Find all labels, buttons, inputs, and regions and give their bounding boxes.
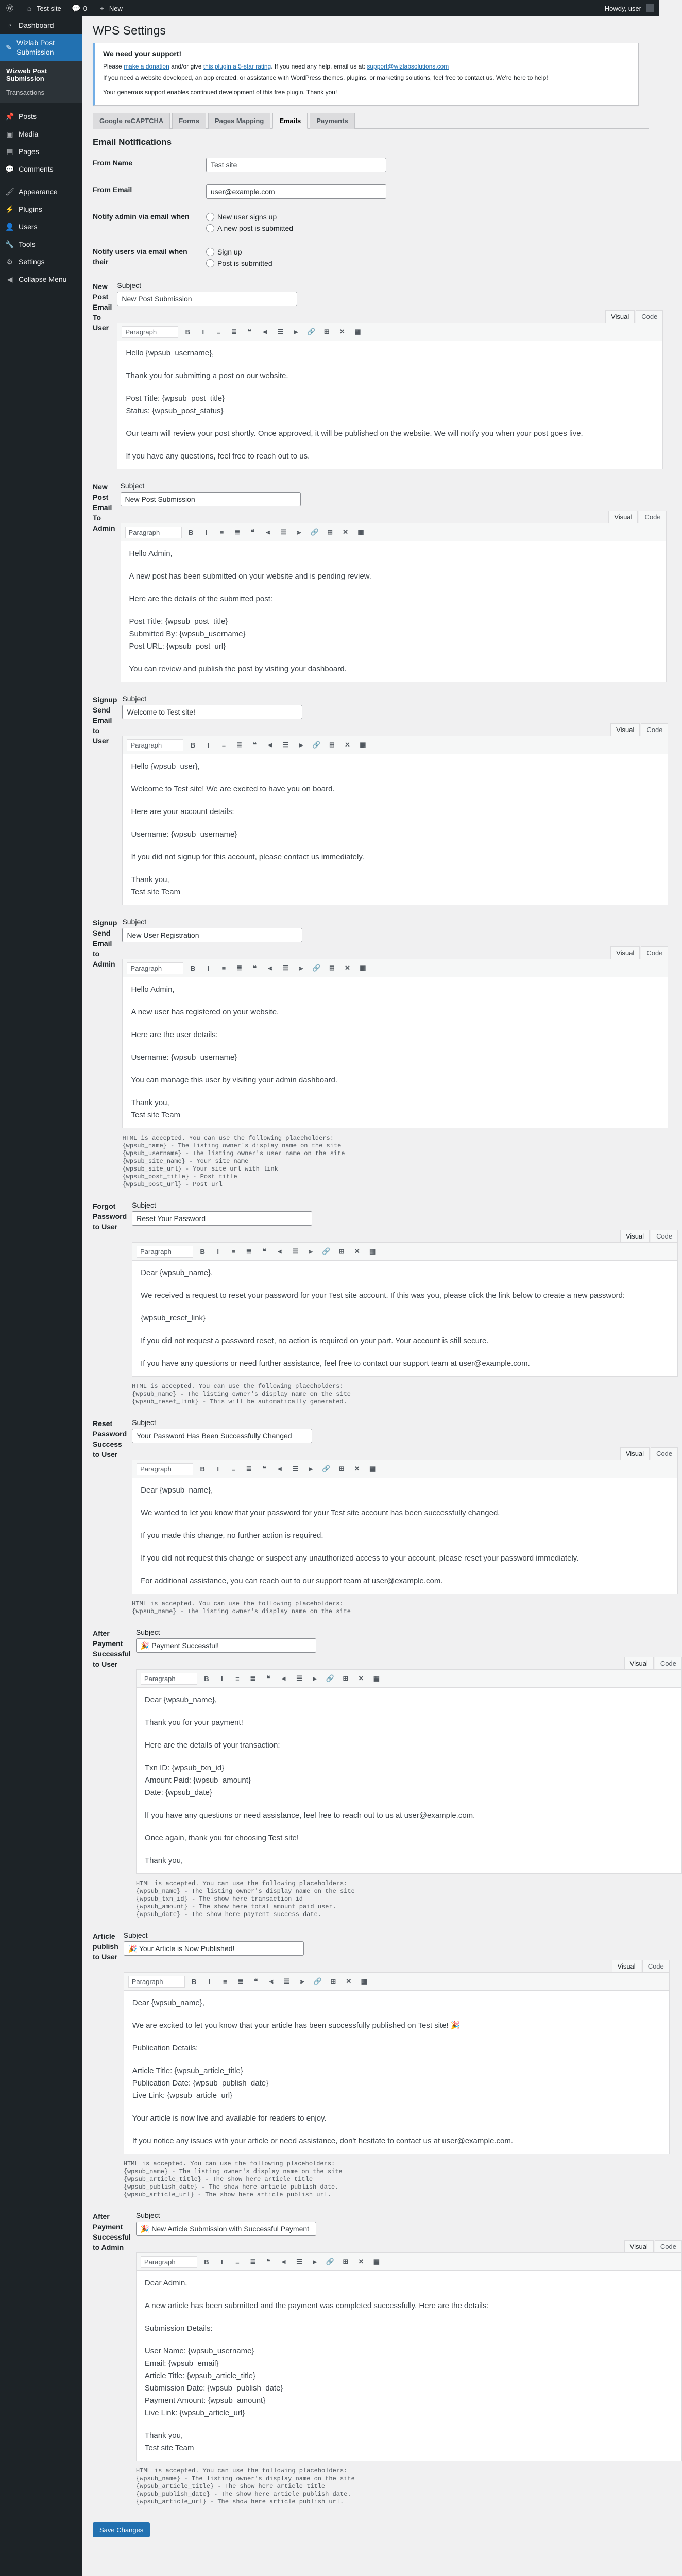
plus-icon: +	[99, 4, 105, 12]
toolbar-toggle-icon[interactable]: ▦	[360, 964, 366, 972]
link-icon[interactable]: 🔗	[322, 1465, 331, 1472]
email-label: After Payment Successful to Admin	[93, 2212, 131, 2251]
notify-users-label: Notify users via email when their	[93, 247, 187, 266]
link-icon[interactable]: 🔗	[307, 328, 316, 335]
editor-toolbar	[124, 1972, 670, 1991]
home-icon: ⌂	[27, 4, 32, 12]
settings-tabs	[93, 113, 649, 129]
editor-toolbar	[132, 1242, 678, 1261]
italic-icon[interactable]: I	[205, 528, 208, 536]
email-editor	[124, 1960, 670, 2154]
bullet-list-icon[interactable]: ≡	[221, 741, 226, 749]
email-row-7	[93, 1925, 664, 2205]
bullet-list-icon[interactable]: ≡	[223, 1977, 227, 1986]
editor-mode-tabs	[136, 1657, 682, 1669]
from-name-input[interactable]	[206, 158, 386, 172]
subject-input[interactable]	[117, 292, 297, 306]
email-editor	[132, 1447, 678, 1594]
italic-icon[interactable]: I	[221, 2258, 223, 2266]
site-name: Test site	[37, 4, 61, 12]
bold-icon[interactable]: B	[185, 328, 191, 336]
items_admin-users[interactable]: 👤 Users	[5, 222, 38, 231]
wrench-icon: 🔧	[5, 240, 14, 248]
submenu-item-settings[interactable]: Wizweb Post Submission	[6, 67, 47, 82]
tab-forms[interactable]: Forms	[172, 113, 206, 129]
placeholder-help: HTML is accepted. You can use the following placeholders: {wpsub_name} - The listing owner's display name on the site	[132, 1600, 351, 1615]
align-right-icon[interactable]: ⫸	[313, 1674, 317, 1682]
section-title: Email Notifications	[93, 137, 172, 147]
italic-icon[interactable]: I	[207, 741, 210, 749]
code-tab[interactable]: Code	[655, 2240, 682, 2252]
subject-input[interactable]	[122, 705, 302, 719]
code-tab[interactable]: Code	[639, 511, 666, 523]
email-row-3	[93, 911, 663, 1195]
editor-body[interactable]: Dear {wpsub_name}, Thank you for your payment! Here are the details of your transaction: Txn ID: {wpsub_txn_id} Amount Paid: {wpsub_amount} Date: {wpsub_date} If you have any questions or need assistance, feel free to reach out to us at user@example.com. Once again, thank you for choosing Test site! Thank you,	[136, 1688, 682, 1874]
toolbar-toggle-icon[interactable]: ▦	[373, 1674, 380, 1682]
email-label: Reset Password Success to User	[93, 1419, 127, 1459]
italic-icon[interactable]: I	[221, 1674, 223, 1683]
align-right-icon[interactable]: ⫸	[309, 1247, 313, 1255]
tab-google-recaptcha[interactable]: Google reCAPTCHA	[93, 113, 170, 129]
notice-line-2: If you need a website developed, an app created, or assistance with WordPress themes, plugins, or marketing solutions, feel free to contact us. We're here to help!	[103, 74, 548, 81]
notify-users-row: Notify users via email when their Sign up Post is submitted	[93, 240, 649, 275]
items_admin-appearance[interactable]: 🖌 Appearance	[5, 187, 58, 196]
fullscreen-icon[interactable]: ✕	[346, 1977, 352, 1985]
align-right-icon[interactable]: ⫸	[299, 964, 303, 972]
bullet-list-icon[interactable]: ≡	[221, 964, 226, 972]
subject-input[interactable]	[124, 1941, 304, 1956]
align-center-icon[interactable]: ☰	[283, 1977, 290, 1985]
site-name-link[interactable]	[20, 0, 66, 16]
editor-body[interactable]: Hello {wpsub_user}, Welcome to Test site! We are excited to have you on board. Here are your account details: Username: {wpsub_username} If you did not signup for this account, please contact us immediately. Thank you, Test site Team	[122, 754, 668, 905]
bold-icon[interactable]: B	[190, 964, 196, 972]
subject-input[interactable]	[132, 1429, 312, 1443]
subject-label: Subject	[122, 918, 147, 926]
editor-toolbar	[122, 736, 668, 754]
blockquote-icon[interactable]: ❝	[262, 1465, 266, 1472]
tab-payments[interactable]: Payments	[310, 113, 354, 129]
link-icon[interactable]: 🔗	[313, 1977, 322, 1985]
editor-toolbar	[136, 2252, 682, 2271]
bullet-list-icon[interactable]: ≡	[235, 2258, 240, 2266]
editor-mode-tabs	[117, 310, 663, 323]
admin-bar	[0, 0, 659, 16]
numbered-list-icon[interactable]: ≣	[234, 528, 240, 536]
numbered-list-icon[interactable]: ≣	[236, 964, 242, 972]
subject-input[interactable]	[122, 928, 302, 942]
blockquote-icon[interactable]: ❝	[266, 2258, 270, 2265]
toolbar-toggle-icon[interactable]: ▦	[373, 2258, 380, 2265]
link-icon[interactable]: 🔗	[322, 1247, 331, 1255]
email-editor	[117, 310, 663, 469]
visual-tab[interactable]: Visual	[610, 723, 640, 736]
email-editor	[122, 723, 668, 905]
toolbar-toggle-icon[interactable]: ▦	[354, 328, 361, 335]
blockquote-icon[interactable]: ❝	[252, 964, 257, 972]
visual-tab[interactable]: Visual	[624, 2240, 654, 2252]
sidebar-submenu	[0, 61, 82, 103]
email-label: Signup Send Email to Admin	[93, 919, 117, 968]
comment-icon: 💬	[71, 4, 81, 12]
pin-icon: 📌	[5, 112, 14, 121]
read-more-icon[interactable]: ⊞	[330, 1977, 336, 1985]
bold-icon[interactable]: B	[192, 1977, 197, 1986]
editor-mode-tabs	[136, 2240, 682, 2252]
subject-label: Subject	[135, 1628, 160, 1636]
subject-input[interactable]	[121, 492, 301, 506]
code-tab[interactable]: Code	[641, 946, 668, 959]
align-right-icon[interactable]: ⫸	[309, 1465, 313, 1472]
align-left-icon[interactable]: ⫷	[268, 964, 272, 972]
link-icon[interactable]: 🔗	[312, 741, 321, 749]
blockquote-icon[interactable]: ❝	[252, 741, 257, 749]
main-content	[93, 16, 676, 2537]
bullet-list-icon[interactable]: ≡	[231, 1465, 235, 1473]
editor-toolbar	[132, 1460, 678, 1478]
account-menu[interactable]: Howdy, user	[600, 0, 659, 16]
fullscreen-icon[interactable]: ✕	[344, 964, 350, 972]
fullscreen-icon[interactable]: ✕	[358, 2258, 364, 2265]
submenu-item-transactions[interactable]: Transactions	[6, 89, 44, 96]
numbered-list-icon[interactable]: ≣	[250, 1674, 256, 1682]
read-more-icon[interactable]: ⊞	[329, 964, 335, 972]
from-email-label: From Email	[93, 185, 132, 194]
toolbar-toggle-icon[interactable]: ▦	[357, 528, 364, 536]
read-more-icon[interactable]: ⊞	[343, 1674, 349, 1682]
items_top-dashboard[interactable]: ◔ Dashboard	[0, 16, 82, 34]
numbered-list-icon[interactable]: ≣	[250, 2258, 256, 2265]
support-email-link[interactable]: support@wizlabsolutions.com	[367, 63, 449, 70]
code-tab[interactable]: Code	[655, 1657, 682, 1669]
new-content-link[interactable]: + New	[92, 0, 128, 16]
blockquote-icon[interactable]: ❝	[262, 1247, 266, 1255]
fullscreen-icon[interactable]: ✕	[343, 528, 348, 536]
code-tab[interactable]: Code	[641, 723, 668, 736]
align-center-icon[interactable]: ☰	[296, 2258, 302, 2265]
fullscreen-icon[interactable]: ✕	[354, 1465, 360, 1472]
plugin-icon: ⚡	[5, 205, 14, 213]
fullscreen-icon[interactable]: ✕	[358, 1674, 364, 1682]
placeholder-help: HTML is accepted. You can use the following placeholders: {wpsub_name} - The listing owner's display name on the site {wpsub_article_title} - The show here article title {wpsub_publish_date} - The show here article publish date. {wpsub_article_url} - The show here article publish url.	[123, 2160, 343, 2198]
email-row-6	[93, 1622, 676, 1925]
blockquote-icon[interactable]: ❝	[266, 1674, 270, 1682]
editor-toolbar	[136, 1669, 682, 1688]
align-right-icon[interactable]: ⫸	[297, 528, 301, 536]
align-right-icon[interactable]: ⫸	[299, 741, 303, 749]
notify-admin-label: Notify admin via email when	[93, 212, 190, 221]
format-select[interactable]: Paragraph	[137, 1463, 193, 1475]
email-row-4	[93, 1195, 673, 1412]
editor-body[interactable]: Dear {wpsub_name}, We wanted to let you know that your password for your Test site account has been successfully changed. If you made this change, no further action is required. If you did not request this change or suspect any unauthorized access to your account, please reset your password immediately. For additional assistance, you can reach out to our support team at user@example.com.	[132, 1478, 678, 1594]
email-editor	[136, 2240, 682, 2461]
placeholder-help: HTML is accepted. You can use the following placeholders: {wpsub_name} - The listing owner's display name on the site {wpsub_txn_id} - The show here transaction id {wpsub_amount} - The show here total amount paid user. {wpsub_date} - The show here payment success date.	[135, 1880, 355, 1918]
read-more-icon[interactable]: ⊞	[338, 1247, 345, 1255]
email-editor	[122, 946, 668, 1128]
comments-link[interactable]: 💬 0	[71, 4, 87, 12]
email-row-1	[93, 476, 661, 688]
format-select[interactable]: Paragraph	[122, 326, 178, 338]
italic-icon[interactable]: I	[208, 1977, 211, 1986]
bold-icon[interactable]: B	[204, 2258, 209, 2266]
link-icon[interactable]: 🔗	[326, 1674, 335, 1682]
editor-mode-tabs	[121, 511, 667, 523]
read-more-icon[interactable]: ⊞	[343, 2258, 349, 2265]
editor-toolbar	[121, 523, 667, 541]
bullet-list-icon[interactable]: ≡	[235, 1674, 240, 1683]
notice-heading: We need your support!	[103, 49, 182, 58]
italic-icon[interactable]: I	[207, 964, 210, 972]
align-left-icon[interactable]: ⫷	[269, 1977, 274, 1985]
wordpress-logo-icon[interactable]: Ⓦ	[6, 4, 13, 12]
editor-toolbar	[122, 959, 668, 977]
email-label: Article publish to User	[93, 1932, 118, 1961]
toolbar-toggle-icon[interactable]: ▦	[369, 1247, 376, 1255]
items_content-posts[interactable]: 📌 Posts	[5, 112, 37, 121]
items_admin-tools[interactable]: 🔧 Tools	[5, 240, 36, 248]
notify-admin-row: Notify admin via email when New user signs up A new post is submitted	[93, 205, 649, 240]
read-more-icon[interactable]: ⊞	[327, 528, 333, 536]
align-right-icon[interactable]: ⫸	[300, 1977, 304, 1985]
editor-body[interactable]: Hello {wpsub_username}, Thank you for submitting a post on our website. Post Title: {wpsub_post_title} Status: {wpsub_post_status} Our team will review your post shortly. Once approved, it will be published on the website. We will notify you when your post goes live. If you have any questions, feel free to reach out to us.	[117, 341, 663, 469]
notify-admin-signup-checkbox[interactable]	[206, 213, 214, 221]
notice-line-1: Please make a donation and/or give this plugin a 5-star rating. If you need any help, email us at: support@wizlabsolutions.com	[103, 63, 449, 70]
email-row-2	[93, 688, 663, 911]
toolbar-toggle-icon[interactable]: ▦	[360, 741, 366, 749]
align-left-icon[interactable]: ⫷	[278, 1247, 282, 1255]
subject-input[interactable]	[132, 1211, 312, 1226]
email-editor	[136, 1657, 682, 1874]
editor-body[interactable]: Hello Admin, A new user has registered on your website. Here are the user details: Username: {wpsub_username} You can manage this user by visiting your admin dashboard. Thank you, Test site Team	[122, 977, 668, 1128]
items_content-comments[interactable]: 💬 Comments	[5, 164, 54, 173]
bold-icon[interactable]: B	[188, 528, 194, 536]
bold-icon[interactable]: B	[200, 1247, 205, 1256]
items_content-media[interactable]: ▣ Media	[0, 125, 82, 143]
bullet-list-icon[interactable]: ≡	[231, 1247, 235, 1256]
save-changes-button[interactable]: Save Changes	[93, 2522, 150, 2537]
link-icon[interactable]: 🔗	[312, 964, 321, 972]
sidebar-item-wizlab[interactable]: ✎ Wizlab Post Submission	[0, 34, 82, 61]
notice-line-3: Your generous support enables continued development of this free plugin. Thank you!	[103, 89, 337, 96]
items_content-pages[interactable]: ▤ Pages	[0, 143, 82, 160]
format-select[interactable]: Paragraph	[127, 962, 183, 974]
align-center-icon[interactable]: ☰	[282, 964, 289, 972]
email-label: New Post Email To Admin	[93, 483, 115, 532]
format-select[interactable]: Paragraph	[127, 739, 183, 751]
editor-body[interactable]: Hello Admin, A new post has been submitted on your website and is pending review. Here are the details of the submitted post: Post Title: {wpsub_post_title} Submitted By: {wpsub_username} Post URL: {wpsub_post_url} You can review and publish the post by visiting your dashboard.	[121, 541, 667, 682]
italic-icon[interactable]: I	[202, 328, 204, 336]
bold-icon[interactable]: B	[204, 1674, 209, 1683]
visual-tab[interactable]: Visual	[624, 1657, 654, 1669]
fullscreen-icon[interactable]: ✕	[339, 328, 345, 335]
avatar	[646, 4, 654, 12]
gear-icon: ⚙	[6, 257, 13, 266]
link-icon[interactable]: 🔗	[310, 528, 319, 536]
rating-link[interactable]: this plugin a 5-star rating	[203, 63, 271, 70]
align-center-icon[interactable]: ☰	[282, 741, 289, 749]
tab-emails[interactable]: Emails	[272, 113, 308, 129]
from-name-label: From Name	[93, 159, 133, 167]
email-row-8	[93, 2205, 676, 2512]
numbered-list-icon[interactable]: ≣	[237, 1977, 244, 1985]
align-right-icon[interactable]: ⫸	[294, 328, 298, 335]
format-select[interactable]: Paragraph	[141, 2256, 197, 2268]
email-label: Signup Send Email to User	[93, 696, 117, 745]
email-row-5	[93, 1412, 673, 1622]
blockquote-icon[interactable]: ❝	[247, 328, 251, 335]
page-title: WPS Settings	[93, 24, 166, 37]
notify-users-post-checkbox[interactable]	[206, 259, 214, 267]
toolbar-toggle-icon[interactable]: ▦	[361, 1977, 367, 1985]
subject-label: Subject	[135, 2211, 160, 2219]
notify-admin-post-checkbox[interactable]	[206, 224, 214, 232]
format-select[interactable]: Paragraph	[125, 527, 182, 538]
subject-label: Subject	[120, 482, 145, 490]
plugin-menu-icon: ✎	[6, 43, 12, 52]
visual-tab[interactable]: Visual	[620, 1230, 650, 1242]
fullscreen-icon[interactable]: ✕	[344, 741, 350, 749]
subject-label: Subject	[122, 694, 147, 703]
subject-label: Subject	[132, 1201, 156, 1209]
placeholder-help: HTML is accepted. You can use the following placeholders: {wpsub_name} - The listing owner's display name on the site {wpsub_username} - The listing owner's user name on the site {wpsub_site_name} - Your site name {wpsub_site_url} - Your site url with link {wpsub_post_title} - Post title {wpsub_post_url} - Post url	[122, 1134, 345, 1188]
numbered-list-icon[interactable]: ≣	[236, 741, 242, 749]
items_admin-plugins[interactable]: ⚡ Plugins	[5, 205, 42, 213]
dashboard-icon: ◔	[7, 21, 12, 29]
visual-tab[interactable]: Visual	[610, 946, 640, 959]
notify-users-signup-checkbox[interactable]	[206, 248, 214, 256]
numbered-list-icon[interactable]: ≣	[246, 1465, 252, 1472]
read-more-icon[interactable]: ⊞	[329, 741, 335, 749]
numbered-list-icon[interactable]: ≣	[246, 1247, 252, 1255]
align-left-icon[interactable]: ⫷	[278, 1465, 282, 1472]
page-icon: ▤	[6, 147, 13, 156]
subject-label: Subject	[123, 1931, 148, 1939]
code-tab[interactable]: Code	[651, 1447, 678, 1460]
from-email-input[interactable]	[206, 184, 386, 199]
editor-mode-tabs	[132, 1447, 678, 1460]
align-left-icon[interactable]: ⫷	[266, 528, 270, 536]
editor-body[interactable]: Dear {wpsub_name}, We are excited to let you know that your article has been successfully published on Test site! 🎉 Publication Details: Article Title: {wpsub_article_title} Publication Date: {wpsub_publish_date} Live Link: {wpsub_article_url} Your article is now live and available for readers to enjoy. If you notice any issues with your article or need assistance, don't hesitate to contact us at user@example.com.	[124, 1991, 670, 2154]
italic-icon[interactable]: I	[217, 1465, 219, 1473]
placeholder-help: HTML is accepted. You can use the following placeholders: {wpsub_name} - The listing owner's display name on the site {wpsub_reset_link} - This will be automatically generated.	[132, 1383, 351, 1405]
subject-label: Subject	[117, 281, 142, 290]
visual-tab[interactable]: Visual	[612, 1960, 641, 1972]
fullscreen-icon[interactable]: ✕	[354, 1247, 360, 1255]
bullet-list-icon[interactable]: ≡	[219, 528, 224, 536]
admin-sidebar	[0, 16, 82, 2576]
from-email-row	[93, 178, 649, 205]
items_admin-settings[interactable]: ⚙ Settings	[0, 253, 82, 270]
align-left-icon[interactable]: ⫷	[282, 2258, 286, 2265]
email-label: After Payment Successful to User	[93, 1629, 131, 1668]
email-label: Forgot Password to User	[93, 1202, 127, 1231]
email-label: New Post Email To User	[93, 282, 112, 332]
items_admin-collapse-menu[interactable]: ◀ Collapse Menu	[0, 270, 82, 288]
editor-body[interactable]: Dear Admin, A new article has been submitted and the payment was completed successfully. Here are the details: Submission Details: User Name: {wpsub_username} Email: {wpsub_email} Article Title: {wpsub_article_title} Submission Date: {wpsub_publish_date} Payment Amount: {wpsub_amount} Live Link: {wpsub_article_url} Thank you, Test site Team	[136, 2271, 682, 2461]
align-center-icon[interactable]: ☰	[277, 328, 284, 335]
align-center-icon[interactable]: ☰	[292, 1247, 298, 1255]
collapse-icon: ◀	[7, 275, 13, 283]
code-tab[interactable]: Code	[636, 310, 663, 323]
from-name-row	[93, 151, 649, 178]
bold-icon[interactable]: B	[200, 1465, 205, 1473]
format-select[interactable]: Paragraph	[137, 1246, 193, 1258]
align-left-icon[interactable]: ⫷	[268, 741, 272, 749]
editor-mode-tabs	[124, 1960, 670, 1972]
bullet-list-icon[interactable]: ≡	[216, 328, 221, 336]
italic-icon[interactable]: I	[217, 1247, 219, 1256]
blockquote-icon[interactable]: ❝	[251, 528, 255, 536]
media-icon: ▣	[6, 129, 13, 138]
align-left-icon[interactable]: ⫷	[282, 1674, 286, 1682]
tab-pages-mapping[interactable]: Pages Mapping	[208, 113, 270, 129]
numbered-list-icon[interactable]: ≣	[231, 328, 237, 335]
subject-label: Subject	[132, 1418, 156, 1427]
link-icon[interactable]: 🔗	[326, 2258, 335, 2265]
editor-mode-tabs	[122, 946, 668, 959]
code-tab[interactable]: Code	[651, 1230, 678, 1242]
blockquote-icon[interactable]: ❝	[254, 1977, 258, 1985]
align-left-icon[interactable]: ⫷	[263, 328, 267, 335]
email-editor	[132, 1230, 678, 1377]
read-more-icon[interactable]: ⊞	[323, 328, 330, 335]
visual-tab[interactable]: Visual	[605, 310, 635, 323]
support-notice	[93, 43, 639, 106]
align-center-icon[interactable]: ☰	[280, 528, 287, 536]
brush-icon: 🖌	[5, 187, 14, 196]
toolbar-toggle-icon[interactable]: ▦	[369, 1465, 376, 1472]
format-select[interactable]: Paragraph	[141, 1673, 197, 1685]
email-editor	[121, 511, 667, 682]
user-icon: 👤	[5, 222, 14, 231]
align-center-icon[interactable]: ☰	[296, 1674, 302, 1682]
donation-link[interactable]: make a donation	[124, 63, 169, 70]
email-row-0	[93, 275, 658, 476]
editor-body[interactable]: Dear {wpsub_name}, We received a request to reset your password for your Test site account. If this was you, please click the link below to create a new password: {wpsub_reset_link} If you did not request a password reset, no action is required on your part. Your account is still secure. If you have any questions or need further assistance, feel free to contact our support team at user@example.com.	[132, 1261, 678, 1377]
editor-mode-tabs	[132, 1230, 678, 1242]
subject-input[interactable]	[136, 2222, 316, 2236]
format-select[interactable]: Paragraph	[128, 1976, 185, 1988]
editor-mode-tabs	[122, 723, 668, 736]
subject-input[interactable]	[136, 1638, 316, 1653]
read-more-icon[interactable]: ⊞	[338, 1465, 345, 1472]
comment-icon: 💬	[5, 164, 14, 173]
code-tab[interactable]: Code	[642, 1960, 670, 1972]
align-right-icon[interactable]: ⫸	[313, 2258, 317, 2265]
align-center-icon[interactable]: ☰	[292, 1465, 298, 1472]
placeholder-help: HTML is accepted. You can use the following placeholders: {wpsub_name} - The listing owner's display name on the site {wpsub_article_title} - The show here article title {wpsub_publish_date} - The show here article publish date. {wpsub_article_url} - The show here article publish url.	[135, 2467, 355, 2505]
visual-tab[interactable]: Visual	[620, 1447, 650, 1460]
editor-toolbar	[117, 323, 663, 341]
bold-icon[interactable]: B	[190, 741, 196, 749]
visual-tab[interactable]: Visual	[608, 511, 638, 523]
